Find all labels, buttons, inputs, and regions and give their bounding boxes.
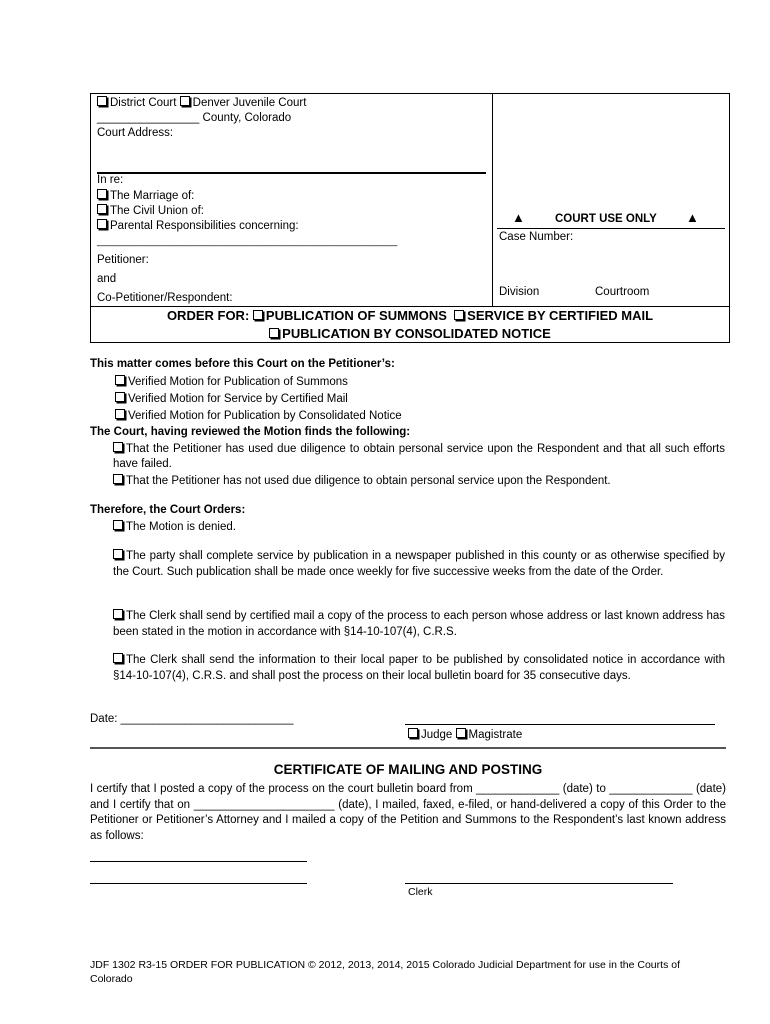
address-line-1[interactable] <box>90 861 307 862</box>
co-petitioner-label: Co-Petitioner/Respondent: <box>97 292 233 304</box>
order-3-checkbox[interactable] <box>113 609 123 619</box>
finding-1 <box>113 442 725 472</box>
petitioner-label: Petitioner: <box>97 254 149 266</box>
district-court-checkbox[interactable] <box>97 96 107 106</box>
finding-1-text: That the Petitioner has used due diligence to obtain personal service upon the Respondent and that all such efforts have failed. <box>113 443 725 470</box>
magistrate-label: Magistrate <box>468 729 523 741</box>
judge-magistrate-line <box>408 728 522 741</box>
district-court-label: District Court <box>110 97 177 109</box>
finding-1-checkbox[interactable] <box>113 442 123 452</box>
orders-heading: Therefore, the Court Orders: <box>90 504 246 516</box>
order-3 <box>113 609 725 640</box>
motion-3-label: Verified Motion for Publication by Consolidated Notice <box>128 410 402 422</box>
marriage-label: The Marriage of: <box>110 190 195 202</box>
order-4-text: The Clerk shall send the information to their local paper to be published by consolidated notice in accordance with §14-10-107(4), C.R.S. and shall post the process on their local bulletin board for 35 consecutive days. <box>113 654 725 682</box>
juvenile-court-label: Denver Juvenile Court <box>192 97 307 109</box>
juvenile-court-checkbox[interactable] <box>180 96 190 106</box>
court-use-only: COURT USE ONLY <box>555 213 657 225</box>
motion-1-checkbox[interactable] <box>115 375 125 385</box>
order-title-line-1 <box>90 308 730 323</box>
order-2-text: The party shall complete service by publication in a newspaper published in this county or as otherwise specified by the Court. Such publication shall be made once weekly for five successive weeks from the date of the Order. <box>113 550 725 578</box>
order-2-checkbox[interactable] <box>113 549 123 559</box>
finding-2 <box>113 474 611 487</box>
motion-2-checkbox[interactable] <box>115 392 125 402</box>
motion-1-line <box>115 375 348 388</box>
publication-consolidated-checkbox[interactable] <box>269 328 279 338</box>
case-number-label: Case Number: <box>499 231 574 243</box>
parental-checkbox[interactable] <box>97 219 107 229</box>
order-3-text: The Clerk shall send by certified mail a copy of the process to each person whose address or last known address has been stated in the motion in accordance with §14-10-107(4), C.R.S. <box>113 610 725 638</box>
section-divider <box>90 747 726 749</box>
motion-3-checkbox[interactable] <box>115 409 125 419</box>
order-4-checkbox[interactable] <box>113 653 123 663</box>
signature-line[interactable] <box>405 724 715 725</box>
footer-text: JDF 1302 R3-15 ORDER FOR PUBLICATION © 2012, 2013, 2014, 2015 Colorado Judicial Department for use in the Courts of Colorado <box>90 959 680 985</box>
up-arrow-icon-right: ▲ <box>686 210 699 225</box>
order-4 <box>113 653 725 684</box>
certificate-title: CERTIFICATE OF MAILING AND POSTING <box>273 762 543 777</box>
marriage-line <box>97 189 194 202</box>
court-address-underline <box>97 172 486 174</box>
motion-2-label: Verified Motion for Service by Certified Mail <box>128 393 348 405</box>
order-1-text: The Motion is denied. <box>126 521 236 533</box>
judge-label: Judge <box>421 729 453 741</box>
finds-heading: The Court, having reviewed the Motion finds the following: <box>90 426 411 438</box>
county-line: ________________ County, Colorado <box>97 112 292 124</box>
order-2 <box>113 549 725 580</box>
motion-1-label: Verified Motion for Publication of Summons <box>128 376 348 388</box>
in-re-label: In re: <box>97 174 124 186</box>
parental-label: Parental Responsibilities concerning: <box>110 220 299 232</box>
civil-union-line <box>97 204 204 217</box>
clerk-signature-line[interactable] <box>405 883 673 884</box>
civil-union-label: The Civil Union of: <box>110 205 204 217</box>
service-certified-label: SERVICE BY CERTIFIED MAIL <box>467 308 654 323</box>
court-use-underline <box>497 228 725 229</box>
judge-checkbox[interactable] <box>408 728 418 738</box>
publication-summons-label: PUBLICATION OF SUMMONS <box>265 308 447 323</box>
order-title-line-2 <box>90 326 730 341</box>
caption-divider <box>492 93 493 307</box>
magistrate-checkbox[interactable] <box>456 728 466 738</box>
marriage-checkbox[interactable] <box>97 189 107 199</box>
date-field[interactable]: Date: ___________________________ <box>90 713 294 725</box>
parental-line <box>97 219 299 232</box>
division-label: Division <box>499 286 540 298</box>
courtroom-label: Courtroom <box>595 286 650 298</box>
motion-3-line <box>115 409 402 422</box>
finding-2-text: That the Petitioner has not used due diligence to obtain personal service upon the Respondent. <box>126 475 611 487</box>
up-arrow-icon-left: ▲ <box>512 210 525 225</box>
order-for-label: ORDER FOR: <box>166 308 250 323</box>
court-address-label: Court Address: <box>97 127 174 139</box>
court-type-line <box>97 96 306 109</box>
motion-2-line <box>115 392 348 405</box>
service-certified-checkbox[interactable] <box>454 310 464 320</box>
clerk-label: Clerk <box>408 886 433 898</box>
matter-heading: This matter comes before this Court on the Petitioner’s: <box>90 358 395 370</box>
finding-2-checkbox[interactable] <box>113 474 123 484</box>
address-line-2[interactable] <box>90 883 307 884</box>
publication-summons-checkbox[interactable] <box>253 310 263 320</box>
name-blank[interactable]: ______________________________________________________ <box>97 236 398 247</box>
order-1 <box>113 520 236 533</box>
civil-union-checkbox[interactable] <box>97 204 107 214</box>
certificate-text: I certify that I posted a copy of the process on the court bulletin board from _____________ (date) to _____________ (date) and I certify that on ______________________ (date), I mailed, faxed, e-filed, or hand-delivered a copy of this Order to the Petitioner or Petitioner’s Attorney and I mailed a copy of the Petition and Summons to the Respondent’s last known address as follows: <box>90 783 726 842</box>
order-1-checkbox[interactable] <box>113 520 123 530</box>
publication-consolidated-label: PUBLICATION BY CONSOLIDATED NOTICE <box>282 326 551 341</box>
and-label: and <box>97 273 117 285</box>
caption-title-divider <box>90 306 730 307</box>
